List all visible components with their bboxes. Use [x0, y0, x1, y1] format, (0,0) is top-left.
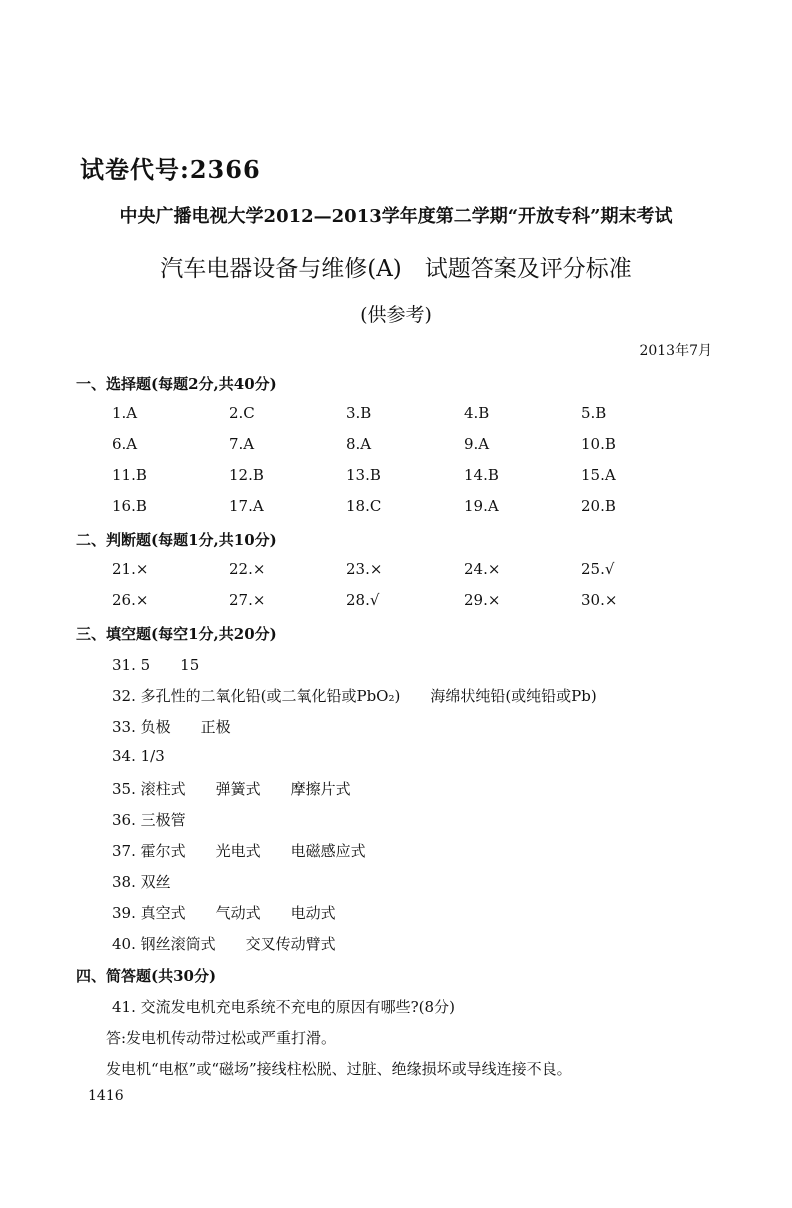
fill-answer-33: 33. 负极 正极 [112, 718, 231, 736]
fill-answer-40: 40. 钢丝滚筒式 交叉传动臂式 [112, 935, 336, 953]
short-answer-line: 答:发电机传动带过松或严重打滑。 [106, 1029, 337, 1047]
page-number: 1416 [88, 1088, 124, 1104]
answer-item: 4.B [464, 404, 490, 422]
answer-item: 5.B [581, 404, 607, 422]
answer-item: 28.√ [346, 591, 380, 609]
answer-item: 1.A [112, 404, 138, 422]
answer-item: 29.× [464, 591, 501, 609]
fill-answer-39: 39. 真空式 气动式 电动式 [112, 904, 336, 922]
answer-item: 27.× [229, 591, 266, 609]
answer-item: 16.B [112, 497, 147, 515]
answer-item: 23.× [346, 560, 383, 578]
answer-item: 11.B [112, 466, 147, 484]
answer-item: 10.B [581, 435, 616, 453]
answer-item: 3.B [346, 404, 372, 422]
fill-answer-35: 35. 滚柱式 弹簧式 摩擦片式 [112, 780, 351, 798]
answer-item: 12.B [229, 466, 264, 484]
answer-item: 7.A [229, 435, 255, 453]
answer-item: 18.C [346, 497, 382, 515]
section-1-heading: 一、选择题(每题2分,共40分) [76, 375, 277, 393]
short-answer-question-41: 41. 交流发电机充电系统不充电的原因有哪些?(8分) [112, 998, 455, 1016]
short-answer-line: 发电机“电枢”或“磁场”接线柱松脱、过脏、绝缘损坏或导线连接不良。 [106, 1060, 572, 1078]
answer-item: 13.B [346, 466, 381, 484]
exam-date: 2013年7月 [639, 343, 712, 359]
answer-item: 25.√ [581, 560, 615, 578]
university-exam-line: 中央广播电视大学2012—2013学年度第二学期“开放专科”期末考试 [119, 206, 673, 227]
answer-item: 30.× [581, 591, 618, 609]
fill-answer-36: 36. 三极管 [112, 811, 186, 829]
answer-item: 19.A [464, 497, 499, 515]
fill-answer-32: 32. 多孔性的二氧化铅(或二氧化铅或PbO₂) 海绵状纯铅(或纯铅或Pb) [112, 687, 597, 705]
answer-item: 9.A [464, 435, 490, 453]
document-title: 汽车电器设备与维修(A) 试题答案及评分标准 [160, 256, 632, 282]
answer-item: 17.A [229, 497, 264, 515]
answer-item: 22.× [229, 560, 266, 578]
fill-answer-31: 31. 5 15 [112, 656, 200, 674]
answer-item: 24.× [464, 560, 501, 578]
fill-answer-38: 38. 双丝 [112, 873, 171, 891]
answer-item: 15.A [581, 466, 616, 484]
answer-item: 6.A [112, 435, 138, 453]
document-subtitle: (供参考) [360, 304, 432, 326]
answer-item: 20.B [581, 497, 616, 515]
section-2-heading: 二、判断题(每题1分,共10分) [76, 531, 277, 549]
section-3-heading: 三、填空题(每空1分,共20分) [76, 625, 277, 643]
section-4-heading: 四、简答题(共30分) [76, 967, 217, 985]
answer-item: 14.B [464, 466, 499, 484]
fill-answer-37: 37. 霍尔式 光电式 电磁感应式 [112, 842, 366, 860]
answer-item: 26.× [112, 591, 149, 609]
answer-item: 2.C [229, 404, 255, 422]
paper-code: 试卷代号:2366 [80, 155, 261, 184]
fill-answer-34: 34. 1/3 [112, 747, 165, 765]
answer-item: 21.× [112, 560, 149, 578]
answer-item: 8.A [346, 435, 372, 453]
